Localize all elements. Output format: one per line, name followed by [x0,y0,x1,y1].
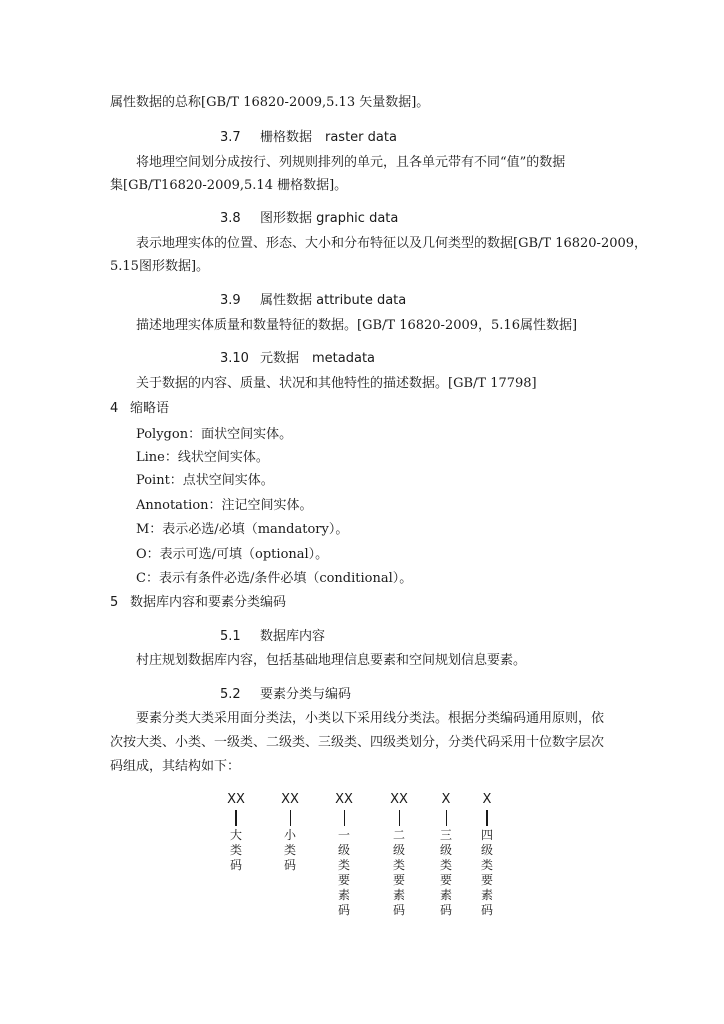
paragraph-3-7-line1: 将地理空间划分成按行、列规则排列的单元，且各单元带有不同“值”的数据 [136,155,566,170]
heading-title: 图形数据 graphic data [260,211,399,226]
code-segment-major [220,792,252,873]
connector-line [235,810,237,826]
abbr-item: M：表示必选/必填（mandatory）。 [136,522,349,537]
paragraph-3-9: 描述地理实体质量和数量特征的数据。[GB/T 16820-2009，5.16属性数据] [136,318,578,333]
code-digits: X [482,792,492,807]
code-segment-level1 [328,792,360,918]
code-label: 小类码 [283,828,296,872]
paragraph-5-2-line1: 要素分类大类采用面分类法，小类以下采用线分类法。根据分类编码通用原则，依 [136,711,605,726]
heading-number: 4 [110,401,119,416]
code-digits: XX [335,792,353,807]
heading-number: 5 [110,595,119,610]
connector-line [399,810,400,826]
code-digits: XX [227,792,245,807]
paragraph-3-7-line2: 集[GB/T16820-2009,5.14 栅格数据]。 [110,178,348,193]
heading-number: 5.2 [220,687,241,702]
paragraph-5-1: 村庄规划数据库内容，包括基础地理信息要素和空间规划信息要素。 [136,653,527,668]
paragraph-3-8-line1: 表示地理实体的位置、形态、大小和分布特征以及几何类型的数据[GB/T 16820-2009， [136,236,648,251]
heading-number: 3.9 [220,293,241,308]
heading-title: 缩略语 [130,401,170,416]
heading-title: 数据库内容和要素分类编码 [130,595,287,610]
code-digits: XX [281,792,299,807]
heading-3-10 [220,350,375,368]
paragraph-3-10: 关于数据的内容、质量、状况和其他特性的描述数据。[GB/T 17798] [136,376,537,391]
code-label: 二级类要素码 [392,828,405,917]
abbr-item: C：表示有条件必选/条件必填（conditional）。 [136,571,413,586]
heading-title: 要素分类与编码 [260,687,352,702]
heading-number: 3.8 [220,211,241,226]
heading-5-1 [220,628,325,646]
abbr-item: Annotation：注记空间实体。 [136,498,313,513]
heading-title: 数据库内容 [260,629,326,644]
code-segment-level3 [430,792,462,918]
connector-line [290,810,291,826]
code-digits: XX [390,792,408,807]
heading-title: 栅格数据 raster data [260,130,397,145]
code-segment-level2 [383,792,415,918]
heading-title: 属性数据 attribute data [260,293,407,308]
paragraph-3-8-line2: 5.15图形数据]。 [110,259,210,274]
paragraph-5-2-line3: 码组成，其结构如下： [110,759,241,774]
code-segment-level4 [471,792,503,918]
code-label: 三级类要素码 [439,828,452,917]
code-label: 四级类要素码 [480,828,493,917]
heading-title: 元数据 metadata [260,351,376,366]
connector-line [344,810,345,826]
code-label: 一级类要素码 [337,828,350,917]
paragraph-5-2-line2: 次按大类、小类、一级类、二级类、三级类、四级类划分，分类代码采用十位数字层次 [110,735,605,750]
paragraph-continuation: 属性数据的总称[GB/T 16820-2009,5.13 矢量数据]。 [110,95,430,110]
connector-line [446,810,447,826]
code-label: 大类码 [229,828,242,872]
heading-3-8 [220,210,398,228]
heading-4 [110,400,169,418]
code-segment-minor [274,792,306,873]
heading-5-2 [220,686,351,704]
abbr-item: Line：线状空间实体。 [136,450,269,465]
abbr-item: Point：点状空间实体。 [136,473,274,488]
heading-number: 3.7 [220,130,241,145]
code-digits: X [441,792,451,807]
heading-3-7 [220,129,397,147]
abbr-item: Polygon：面状空间实体。 [136,427,293,442]
heading-3-9 [220,292,406,310]
heading-5 [110,594,286,612]
abbr-item: O：表示可选/可填（optional）。 [136,547,329,562]
heading-number: 3.10 [220,351,249,366]
heading-number: 5.1 [220,629,241,644]
connector-line [486,810,488,826]
